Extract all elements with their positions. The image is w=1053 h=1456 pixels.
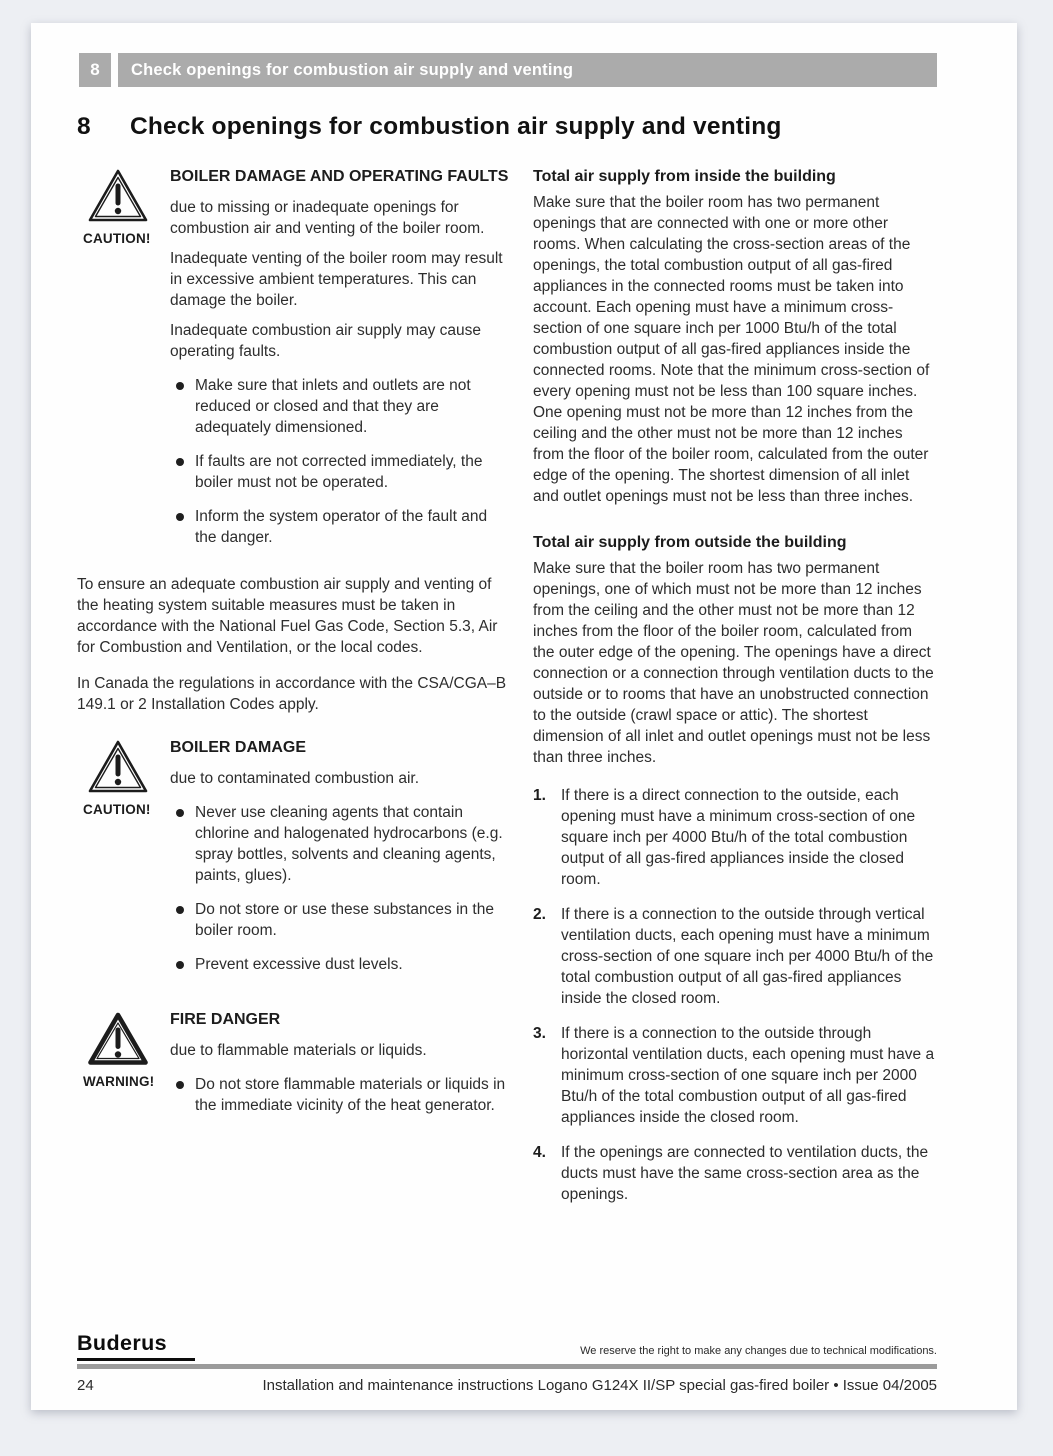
- footer-divider: [77, 1364, 937, 1369]
- left-column: [77, 166, 511, 1205]
- body-paragraph: To ensure an adequate combustion air supply and venting of the heating system suitable measures must be taken in accordance with the National Fuel Gas Code, Section 5.3, Air for Combustion and Ventilation, or the local codes.: [77, 576, 498, 656]
- bullet-text: Inform the system operator of the fault and the danger.: [195, 508, 488, 546]
- item-number: 3.: [533, 1025, 546, 1042]
- chapter-banner-number: 8: [79, 53, 111, 87]
- bullet-text: If faults are not corrected immediately, the boiler must not be operated.: [195, 453, 483, 491]
- content-columns: [77, 166, 937, 1205]
- bullet-icon: [176, 458, 184, 466]
- footer-top-row: [77, 1331, 937, 1361]
- bullet-icon: [176, 809, 184, 817]
- bullet-item: [170, 954, 511, 975]
- numbered-list: [533, 785, 937, 1205]
- page-title-number: 8: [77, 113, 91, 140]
- bullet-text: Do not store flammable materials or liquids in the immediate vicinity of the heat generator.: [195, 1076, 506, 1114]
- numbered-item: [533, 1142, 937, 1205]
- bullet-icon: [176, 382, 184, 390]
- warning-heading: BOILER DAMAGE: [170, 739, 306, 756]
- warning-paragraph: due to missing or inadequate openings for combustion air and venting of the boiler room.: [170, 199, 485, 237]
- buderus-logo: Buderus: [77, 1331, 195, 1361]
- numbered-item: [533, 785, 937, 890]
- warning-body: [170, 1009, 511, 1116]
- bullet-item: [170, 375, 511, 438]
- bullet-icon: [176, 1081, 184, 1089]
- warning-heading: BOILER DAMAGE AND OPERATING FAULTS: [170, 168, 509, 185]
- numbered-item: [533, 1023, 937, 1128]
- item-text: If the openings are connected to ventilation ducts, the ducts must have the same cross-section area as the openings.: [561, 1144, 929, 1203]
- warning-block-fire-danger: [77, 1009, 511, 1116]
- item-number: 4.: [533, 1144, 546, 1161]
- body-paragraph: In Canada the regulations in accordance with the CSA/CGA–B 149.1 or 2 Installation Codes apply.: [77, 675, 507, 713]
- bullet-text: Make sure that inlets and outlets are not reduced or closed and that they are adequately dimensioned.: [195, 377, 471, 436]
- bullet-item: [170, 451, 511, 493]
- caution-block-boiler-damage-operating-faults: [77, 166, 511, 548]
- document-page: [31, 23, 1017, 1410]
- section-body: Make sure that the boiler room has two permanent openings that are connected with one or more other rooms. When calculating the cross-section areas of the openings, the total combustion output of all gas-fired appliances in the connected rooms must be taken into account. Each opening must have a minimum cross-section of one square inch per 1000 Btu/h of the total combustion output of all gas-fired appliances inside the connected rooms. Note that the minimum cross-section of every opening must not be less than 100 square inches. One opening must not be more than 12 inches from the ceiling and the other must not be more than 12 inches from the floor of the boiler room, calculated from the outer edge of the opening. The shortest dimension of all inlet and outlet openings must not be less than three inches.: [533, 194, 930, 505]
- numbered-item: [533, 904, 937, 1009]
- warning-triangle-icon: [87, 739, 149, 795]
- bullet-item: [170, 506, 511, 548]
- item-number: 2.: [533, 906, 546, 923]
- page-title: [77, 113, 937, 141]
- caution-body: [170, 737, 511, 975]
- section-outside-building: [533, 532, 937, 768]
- item-text: If there is a connection to the outside through horizontal ventilation ducts, each opening must have a minimum cross-section of one square inch per 2000 Btu/h of the total combustion output of all gas-fired appliances inside the closed room.: [561, 1025, 935, 1126]
- caution-gutter: [77, 737, 170, 975]
- bullet-item: [170, 899, 511, 941]
- section-body: Make sure that the boiler room has two permanent openings, one of which must not be more than 12 inches from the ceiling and the other must not be more than 12 inches from the floor of the boiler room, calculated from the outer edge of the opening. The openings have a direct connection or a connection through ventilation ducts to the outside or to rooms that have an unobstructed connection to the outside (crawl space or attic). The shortest dimension of all inlet and outlet openings must not be less than three inches.: [533, 560, 934, 766]
- page-footer: [77, 1331, 937, 1394]
- footer-bottom-row: [77, 1377, 937, 1394]
- caution-label: CAUTION!: [83, 802, 151, 817]
- bullet-text: Do not store or use these substances in the boiler room.: [195, 901, 494, 939]
- bullet-text: Prevent excessive dust levels.: [195, 956, 403, 973]
- caution-gutter: [77, 166, 170, 548]
- bullet-icon: [176, 961, 184, 969]
- page-title-text: Check openings for combustion air supply and venting: [130, 113, 782, 140]
- section-heading-outside-building: Total air supply from outside the building: [533, 534, 847, 551]
- bullet-item: [170, 802, 511, 886]
- warning-paragraph: Inadequate combustion air supply may cause operating faults.: [170, 322, 482, 360]
- bullet-item: [170, 1074, 511, 1116]
- warning-triangle-icon: [87, 168, 149, 224]
- document-title-line: Installation and maintenance instructions Logano G124X II/SP special gas-fired boiler • Issue 04/2005: [262, 1377, 937, 1394]
- warning-heading: FIRE DANGER: [170, 1011, 281, 1028]
- warning-gutter: [77, 1009, 170, 1116]
- bullet-icon: [176, 906, 184, 914]
- caution-body: [170, 166, 511, 548]
- item-number: 1.: [533, 787, 546, 804]
- caution-block-boiler-damage: [77, 737, 511, 975]
- bullet-text: Never use cleaning agents that contain chlorine and halogenated hydrocarbons (e.g. spray bottles, solvents and cleaning agents, paints, glues).: [195, 804, 503, 884]
- chapter-banner-title: Check openings for combustion air supply and venting: [118, 53, 937, 87]
- warning-paragraph: due to contaminated combustion air.: [170, 770, 420, 787]
- warning-triangle-icon: [87, 1011, 149, 1067]
- chapter-banner: [79, 53, 937, 87]
- footer-notice: We reserve the right to make any changes due to technical modifications.: [580, 1345, 937, 1357]
- bullet-icon: [176, 513, 184, 521]
- section-heading-inside-building: Total air supply from inside the building: [533, 168, 836, 185]
- right-column: [533, 166, 937, 1205]
- item-text: If there is a direct connection to the outside, each opening must have a minimum cross-section of one square inch per 4000 Btu/h of the total combustion output of all gas-fired appliances inside the closed room.: [561, 787, 916, 888]
- warning-paragraph: due to flammable materials or liquids.: [170, 1042, 427, 1059]
- warning-label: WARNING!: [83, 1074, 155, 1089]
- item-text: If there is a connection to the outside through vertical ventilation ducts, each opening must have a minimum cross-section of one square inch per 4000 Btu/h of the total combustion output of all gas-fired appliances inside the closed room.: [561, 906, 934, 1007]
- warning-paragraph: Inadequate venting of the boiler room may result in excessive ambient temperatures. This can damage the boiler.: [170, 250, 503, 309]
- caution-label: CAUTION!: [83, 231, 151, 246]
- page-number: 24: [77, 1377, 94, 1394]
